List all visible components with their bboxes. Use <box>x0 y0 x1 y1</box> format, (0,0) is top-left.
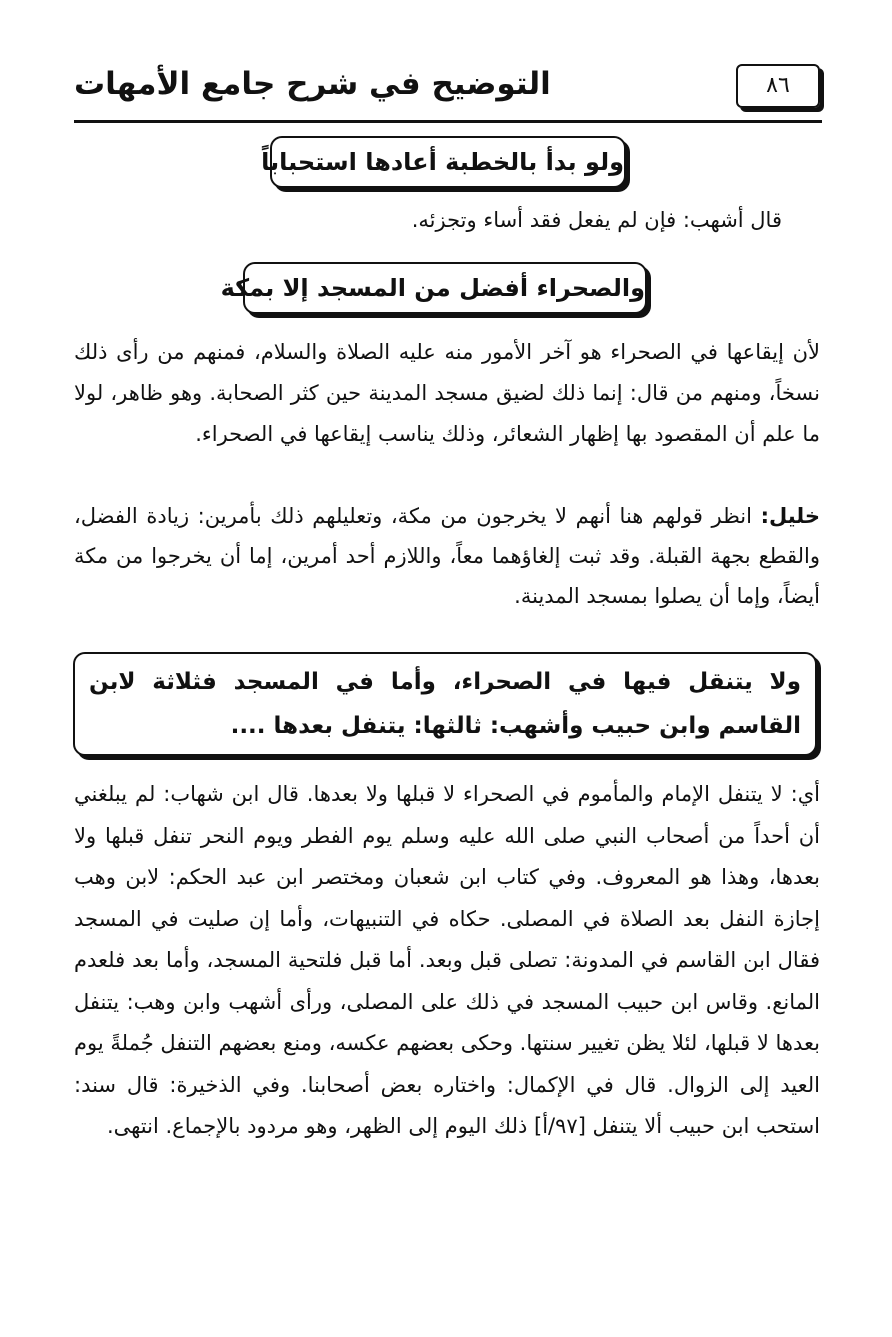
page-number: ٨٦ <box>736 64 820 108</box>
matn-heading-2: والصحراء أفضل من المسجد إلا بمكة <box>243 262 647 314</box>
running-title: التوضيح في شرح جامع الأمهات <box>74 66 551 102</box>
paragraph-liann: لأن إيقاعها في الصحراء هو آخر الأمور منه عليه الصلاة والسلام، فمنهم من رأى ذلك نسخاً، ومنهم من قال: إنما ذلك لضيق مسجد المدينة حين كثر الصحابة. وهو ظاهر، لولا ما علم أن المقصود بها إظهار الشعائر، وذلك يناسب إيقاعها في الصحراء. <box>74 340 820 446</box>
khalil-label: خليل: <box>760 504 820 528</box>
matn-heading-1: ولو بدأ بالخطبة أعادها استحباباً <box>270 136 626 188</box>
page-header <box>74 64 822 120</box>
paragraph-khalil <box>74 496 820 616</box>
paragraph-ay: أي: لا يتنفل الإمام والمأموم في الصحراء لا قبلها ولا بعدها. قال ابن شهاب: لم يبلغني أن أحداً من أصحاب النبي صلى الله عليه وسلم يوم الفطر ويوم النحر تنفل قبلها ولا بعدها، وهذا هو المعروف. وفي كتاب ابن شعبان ومختصر ابن عبد الحكم: لابن وهب إجازة النفل بعد الصلاة في المصلى. حكاه في التنبيهات، وأما إن صليت في المسجد فقال ابن القاسم في المدونة: تصلى قبل وبعد. أما قبل فلتحية المسجد، وأما بعد فلعدم المانع. وقاس ابن حبيب المسجد في ذلك على المصلى، ورأى أشهب وابن وهب: يتنفل بعدها لا قبلها، لئلا يظن تغيير سنتها. وحكى بعضهم عكسه، ومنع بعضهم التنفل جُملةً يوم العيد إلى الزوال. قال في الإكمال: واختاره بعض أصحابنا. وفي الذخيرة: قال سند: استحب ابن حبيب ألا يتنفل [٩٧/أ] ذلك اليوم إلى الظهر، وهو مردود بالإجماع. انتهى. <box>74 782 820 1138</box>
paragraph-ashhab: قال أشهب: فإن لم يفعل فقد أساء وتجزئه. <box>411 208 782 232</box>
matn-heading-3: ولا يتنقل فيها في الصحراء، وأما في المسجد فثلاثة لابن القاسم وابن حبيب وأشهب: ثالثها: يتنفل بعدها .... <box>73 652 817 756</box>
header-rule <box>74 120 822 123</box>
khalil-text: انظر قولهم هنا أنهم لا يخرجون من مكة، وتعليلهم ذلك بأمرين: زيادة الفضل، والقطع بجهة القبلة. وقد ثبت إلغاؤهما معاً، واللازم أحد أمرين، إما أن يخرجوا من مكة أيضاً، وإما أن يصلوا بمسجد المدينة. <box>74 504 820 608</box>
